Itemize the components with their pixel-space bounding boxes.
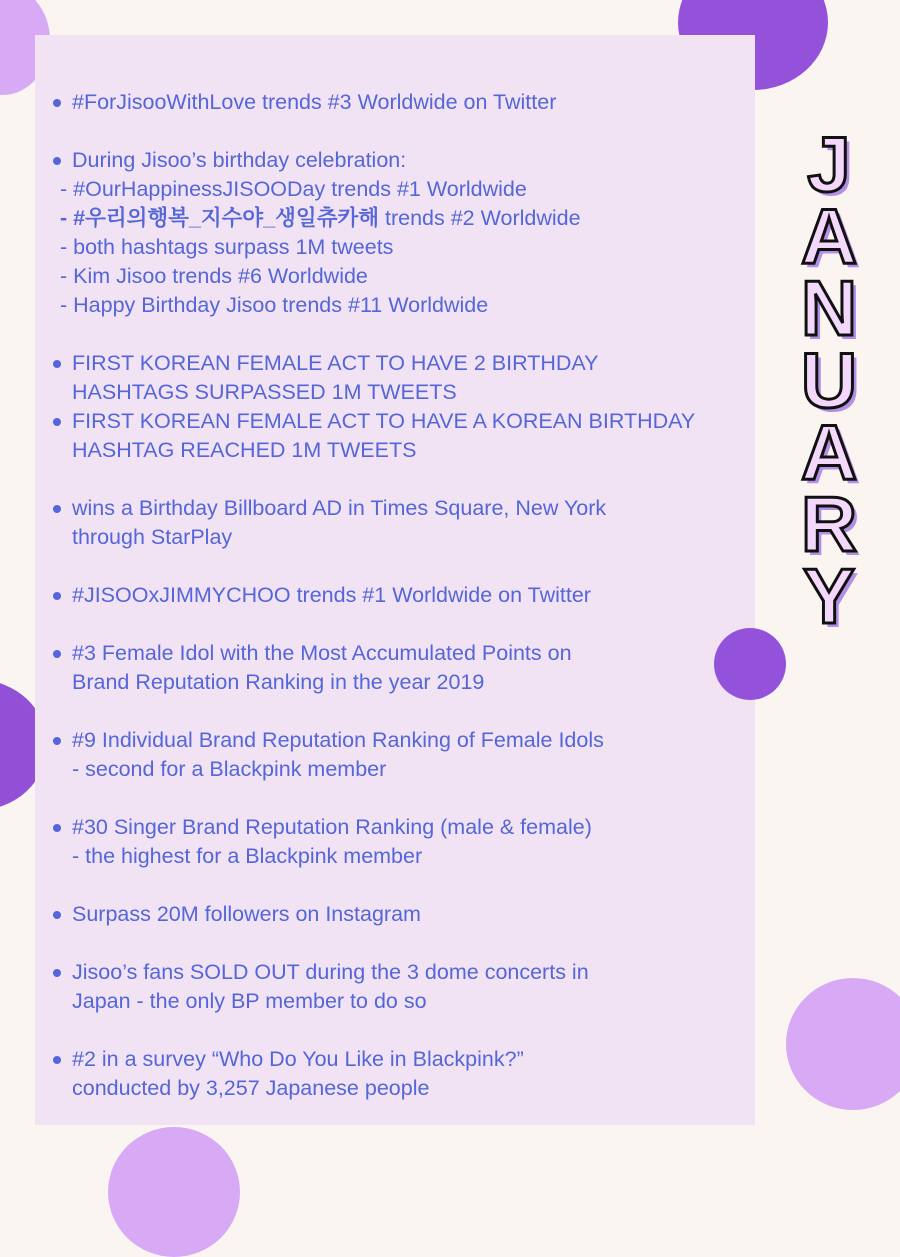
sub-item (60, 204, 730, 233)
sub-item: - #OurHappinessJISOODay trends #1 Worldwide (60, 177, 527, 201)
list-item (50, 581, 730, 610)
month-letter: N (800, 264, 858, 352)
list-item (50, 494, 730, 552)
month-letter: Y (802, 552, 856, 640)
sub-item: - Happy Birthday Jisoo trends #11 Worldwide (60, 293, 489, 317)
item-line: #JISOOxJIMMYCHOO trends #1 Worldwide on Twitter (72, 583, 591, 607)
month-title-vertical (796, 120, 862, 640)
item-line: During Jisoo’s birthday celebration: (72, 148, 407, 172)
list-item (50, 813, 730, 871)
item-line: HASHTAG REACHED 1M TWEETS (72, 438, 417, 462)
item-line: Brand Reputation Ranking in the year 2019 (72, 670, 485, 694)
list-item (50, 639, 730, 697)
item-line: #9 Individual Brand Reputation Ranking of Female Idols (72, 728, 604, 752)
item-line: HASHTAGS SURPASSED 1M TWEETS (72, 380, 457, 404)
item-line: wins a Birthday Billboard AD in Times Square, New York (72, 496, 607, 520)
item-line: #30 Singer Brand Reputation Ranking (male & female) (72, 815, 592, 839)
list-item (50, 900, 730, 929)
item-line: #2 in a survey “Who Do You Like in Blackpink?” (72, 1047, 524, 1071)
list-item (50, 726, 730, 784)
list-item (50, 146, 730, 320)
achievement-list (50, 88, 730, 1103)
list-item (50, 1045, 730, 1103)
item-line: #3 Female Idol with the Most Accumulated Points on (72, 641, 572, 665)
item-line: Surpass 20M followers on Instagram (72, 902, 421, 926)
month-letter: R (800, 480, 858, 568)
list-item (50, 407, 730, 465)
month-letter: A (800, 192, 858, 280)
item-line: Japan - the only BP member to do so (72, 989, 427, 1013)
item-line: Jisoo’s fans SOLD OUT during the 3 dome concerts in (72, 960, 589, 984)
item-line: #ForJisooWithLove trends #3 Worldwide on Twitter (72, 90, 557, 114)
item-line: conducted by 3,257 Japanese people (72, 1076, 430, 1100)
sub-item-text: trends #2 Worldwide (379, 206, 581, 230)
decor-circle-bottom-right (786, 978, 900, 1110)
month-letter: J (807, 120, 851, 208)
month-letter: U (800, 336, 858, 424)
item-line: FIRST KOREAN FEMALE ACT TO HAVE 2 BIRTHDAY (72, 351, 599, 375)
month-letter: A (800, 408, 858, 496)
list-item (50, 88, 730, 117)
item-line: through StarPlay (72, 525, 233, 549)
item-line: FIRST KOREAN FEMALE ACT TO HAVE A KOREAN BIRTHDAY (72, 409, 696, 433)
decor-circle-bottom-center (108, 1127, 240, 1257)
list-item (50, 958, 730, 1016)
list-item (50, 349, 730, 407)
item-line: - second for a Blackpink member (72, 757, 387, 781)
sub-item: - Kim Jisoo trends #6 Worldwide (60, 264, 368, 288)
sub-item: - both hashtags surpass 1M tweets (60, 235, 394, 259)
item-line: - the highest for a Blackpink member (72, 844, 423, 868)
korean-hashtag: - #우리의행복_지수야_생일츄카해 (60, 206, 380, 230)
